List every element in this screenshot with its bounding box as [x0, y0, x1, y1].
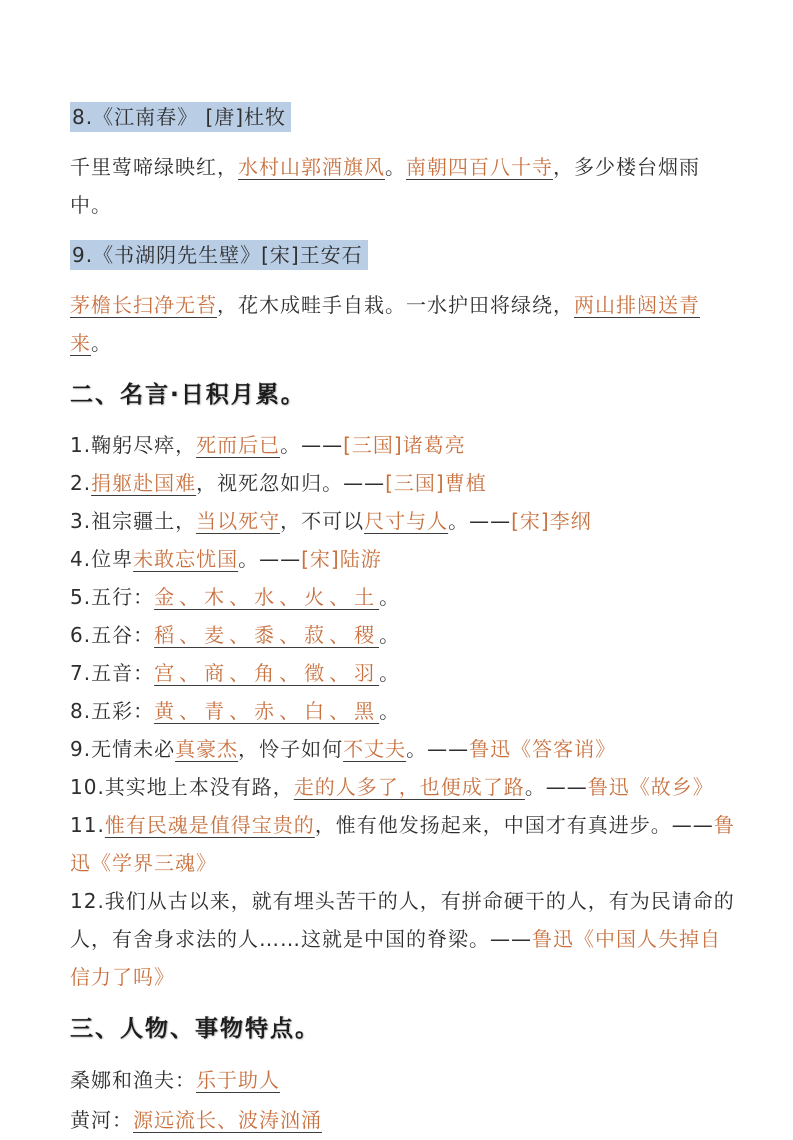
heading-text: 三、人物、事物特点。: [70, 1016, 320, 1042]
plain-text: ，不可以: [280, 509, 365, 533]
accent-underlined-text: 走的人多了，也便成了路: [293, 775, 525, 799]
accent-underlined-text: 宫、商、角、徵、羽: [154, 661, 380, 685]
quote-list-item: [70, 426, 735, 464]
accent-underlined-text: 真豪杰: [175, 737, 239, 761]
accent-underlined-text: 茅檐长扫净无苔: [70, 293, 217, 317]
accent-underlined-text: 未敢忘忧国: [133, 547, 239, 571]
accent-underlined-text: 不丈夫: [343, 737, 407, 761]
plain-text: 11.: [70, 813, 105, 837]
plain-text: 10.其实地上本没有路，: [70, 775, 294, 799]
quote-list-item: [70, 730, 735, 768]
document-content: [70, 98, 735, 1140]
quote-list-item: [70, 502, 735, 540]
plain-text: ，惟有他发扬起来，中国才有真进步。——: [314, 813, 714, 837]
plain-text: 6.五谷：: [70, 623, 155, 647]
plain-text: 5.五行：: [70, 585, 155, 609]
accent-text: [三国]诸葛亮: [343, 433, 466, 457]
plain-text: 。: [385, 155, 406, 179]
feature-line: [70, 1060, 735, 1100]
accent-text: [三国]曹植: [385, 471, 487, 495]
plain-text: 。——: [406, 737, 470, 761]
plain-text: 。——: [238, 547, 302, 571]
plain-text: 3.祖宗疆土，: [70, 509, 197, 533]
accent-underlined-text: 尺寸与人: [364, 509, 449, 533]
accent-underlined-text: 惟有民魂是值得宝贵的: [104, 813, 315, 837]
quote-list-item: [70, 768, 735, 806]
accent-underlined-text: 南朝四百八十寺: [406, 155, 553, 179]
quote-list-item: [70, 616, 735, 654]
plain-text: ，花木成畦手自栽。一水护田将绿绕，: [217, 293, 574, 317]
section-heading: [70, 378, 735, 412]
plain-text: 。——: [448, 509, 512, 533]
plain-text: 。: [379, 661, 401, 685]
accent-text: [宋]李纲: [511, 509, 592, 533]
section-heading: [70, 1012, 735, 1046]
accent-text: [宋]陆游: [301, 547, 382, 571]
highlighted-title-text: 9.《书湖阴先生壁》[宋]王安石: [70, 240, 368, 270]
feature-line: [70, 1100, 735, 1140]
plain-text: 。——: [524, 775, 588, 799]
plain-text: 桑娜和渔夫：: [70, 1068, 196, 1092]
highlighted-title-text: 8.《江南春》 [唐]杜牧: [70, 102, 291, 132]
accent-underlined-text: 源远流长、波涛汹涌: [133, 1108, 322, 1132]
plain-text: 。: [91, 331, 112, 355]
poem-text-line: [70, 148, 735, 224]
quote-list-item: [70, 578, 735, 616]
accent-underlined-text: 捐躯赴国难: [91, 471, 197, 495]
plain-text: 。: [379, 585, 401, 609]
quote-list-item: [70, 692, 735, 730]
plain-text: ，怜子如何: [238, 737, 344, 761]
plain-text: 1.鞠躬尽瘁，: [70, 433, 197, 457]
heading-text: 二、名言·日积月累。: [70, 382, 306, 408]
accent-underlined-text: 稻、麦、黍、菽、稷: [154, 623, 380, 647]
plain-text: 千里莺啼绿映红，: [70, 155, 238, 179]
plain-text: 4.位卑: [70, 547, 134, 571]
quote-list-item: [70, 882, 735, 996]
plain-text: 8.五彩：: [70, 699, 155, 723]
quote-list-item: [70, 654, 735, 692]
quote-list-item: [70, 806, 735, 882]
accent-text: 鲁迅《故乡》: [587, 775, 714, 799]
quote-list-item: [70, 464, 735, 502]
plain-text: 黄河：: [70, 1108, 133, 1132]
accent-text: 鲁迅《学界三魂》: [70, 813, 735, 875]
plain-text: 。: [379, 623, 401, 647]
plain-text: 9.无情未必: [70, 737, 176, 761]
poem-title-line: [70, 236, 735, 274]
plain-text: 7.五音：: [70, 661, 155, 685]
accent-underlined-text: 当以死守: [196, 509, 281, 533]
plain-text: 2.: [70, 471, 92, 495]
plain-text: 12.我们从古以来，就有埋头苦干的人，有拼命硬干的人，有为民请命的人，有舍身求法的人……这就是中国的脊梁。——: [70, 889, 735, 951]
poem-title-line: [70, 98, 735, 136]
accent-underlined-text: 乐于助人: [196, 1068, 280, 1092]
quote-list-item: [70, 540, 735, 578]
accent-text: 鲁迅《中国人失掉自信力了吗》: [70, 927, 721, 989]
accent-underlined-text: 金、木、水、火、土: [154, 585, 380, 609]
plain-text: ，多少楼台烟雨中。: [70, 155, 700, 217]
poem-text-line: [70, 286, 735, 362]
plain-text: 。: [379, 699, 401, 723]
accent-underlined-text: 死而后已: [196, 433, 281, 457]
plain-text: 。——: [280, 433, 344, 457]
plain-text: ，视死忽如归。——: [196, 471, 386, 495]
accent-underlined-text: 两山排闼送青来: [70, 293, 700, 355]
accent-text: 鲁迅《答客诮》: [469, 737, 617, 761]
accent-underlined-text: 黄、青、赤、白、黑: [154, 699, 380, 723]
accent-underlined-text: 水村山郭酒旗风: [238, 155, 385, 179]
